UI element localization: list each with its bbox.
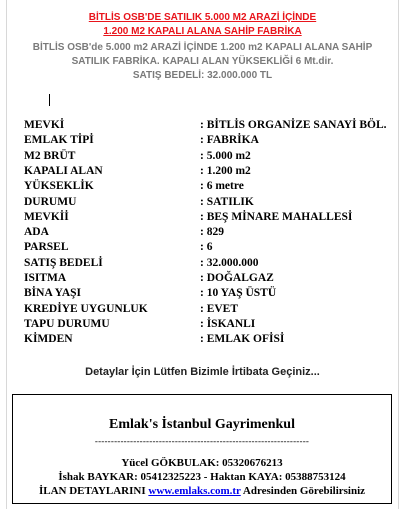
detail-row: [24, 303, 394, 316]
detail-value: : 1.200 m2: [200, 164, 251, 177]
detail-key: EMLAK TİPİ: [24, 134, 94, 147]
detail-key: ISITMA: [24, 272, 67, 284]
listing-prefix: İLAN DETAYLARINI: [38, 485, 149, 497]
detail-key: ADA: [24, 226, 49, 239]
text-cursor: [49, 94, 50, 106]
contact-box: [12, 394, 392, 504]
detail-row: [24, 134, 394, 147]
detail-row: [24, 196, 394, 209]
title-line-2: 1.200 M2 KAPALI ALANA SAHİP FABRİKA: [103, 26, 302, 37]
detail-row: [24, 287, 394, 300]
detail-value: : EMLAK OFİSİ: [200, 333, 285, 346]
detail-key: M2 BRÜT: [24, 149, 76, 162]
listing-website-line: [13, 485, 391, 497]
separator-dashes: -------------------------------------------------------------------: [94, 436, 310, 446]
detail-row: [24, 119, 394, 132]
detail-value: : 6 metre: [200, 180, 244, 193]
detail-key: YÜKSEKLİK: [24, 180, 94, 193]
detail-value: : BEŞ MİNARE MAHALLESİ: [200, 210, 353, 223]
contact-call-to-action: Detaylar İçin Lütfen Bizimle İrtibata Geçiniz...: [85, 366, 320, 378]
detail-row: [24, 318, 394, 331]
detail-key: MEVKİİ: [24, 210, 69, 223]
detail-key: SATIŞ BEDELİ: [24, 256, 103, 269]
detail-value: : İSKANLI: [200, 317, 256, 330]
description-line-2-text: SATILIK FABRİKA. KAPALI ALAN YÜKSEKLİĞİ 6 Mt.dir.: [71, 56, 334, 67]
detail-value: : SATILIK: [200, 195, 254, 208]
detail-row: [24, 180, 394, 193]
detail-row: [24, 150, 394, 163]
detail-key: TAPU DURUMU: [24, 317, 110, 330]
description-line-3: SATIŞ BEDELİ: 32.000.000 TL: [132, 70, 273, 81]
detail-key: KİMDEN: [24, 333, 73, 346]
detail-row: [24, 241, 394, 254]
detail-key: KREDİYE UYGUNLUK: [24, 302, 148, 315]
detail-value: : 5.000 m2: [200, 149, 251, 162]
detail-row: [24, 257, 394, 270]
detail-row: [24, 211, 394, 224]
detail-key: BİNA YAŞI: [24, 287, 81, 300]
contact-phone-2: İshak BAYKAR: 05412325223 - Haktan KAYA: 05388753124: [58, 471, 346, 483]
contact-phone-1: Yücel GÖKBULAK: 05320676213: [121, 457, 283, 469]
detail-value: : 10 YAŞ ÜSTÜ: [200, 287, 277, 300]
detail-value: : BİTLİS ORGANİZE SANAYİ BÖL.: [200, 119, 387, 131]
detail-value: : 32.000.000: [200, 256, 259, 269]
detail-value: : EVET: [200, 302, 239, 315]
title-line-1: BİTLİS OSB'DE SATILIK 5.000 M2 ARAZİ İÇİNDE: [88, 12, 317, 23]
detail-value: : FABRİKA: [200, 134, 259, 147]
detail-row: [24, 333, 394, 346]
detail-value: : 829: [200, 226, 224, 239]
description-line-1: BİTLİS OSB'de 5.000 m2 ARAZİ İÇİNDE 1.200 m2 KAPALI ALANA SAHİP: [32, 42, 373, 53]
website-link[interactable]: www.emlaks.com.tr: [148, 485, 241, 497]
detail-key: PARSEL: [24, 241, 69, 254]
listing-suffix: Adresinden Görebilirsiniz: [240, 485, 366, 497]
detail-value: : DOĞALGAZ: [200, 272, 274, 284]
detail-key: KAPALI ALAN: [24, 164, 103, 177]
detail-row: [24, 272, 394, 285]
description-line-2: [0, 56, 405, 67]
detail-row: [24, 226, 394, 239]
detail-key: DURUMU: [24, 195, 77, 208]
detail-key: MEVKİ: [24, 119, 65, 131]
detail-value: : 6: [200, 241, 213, 254]
company-name: Emlak's İstanbul Gayrimenkul: [109, 417, 295, 432]
detail-row: [24, 165, 394, 178]
